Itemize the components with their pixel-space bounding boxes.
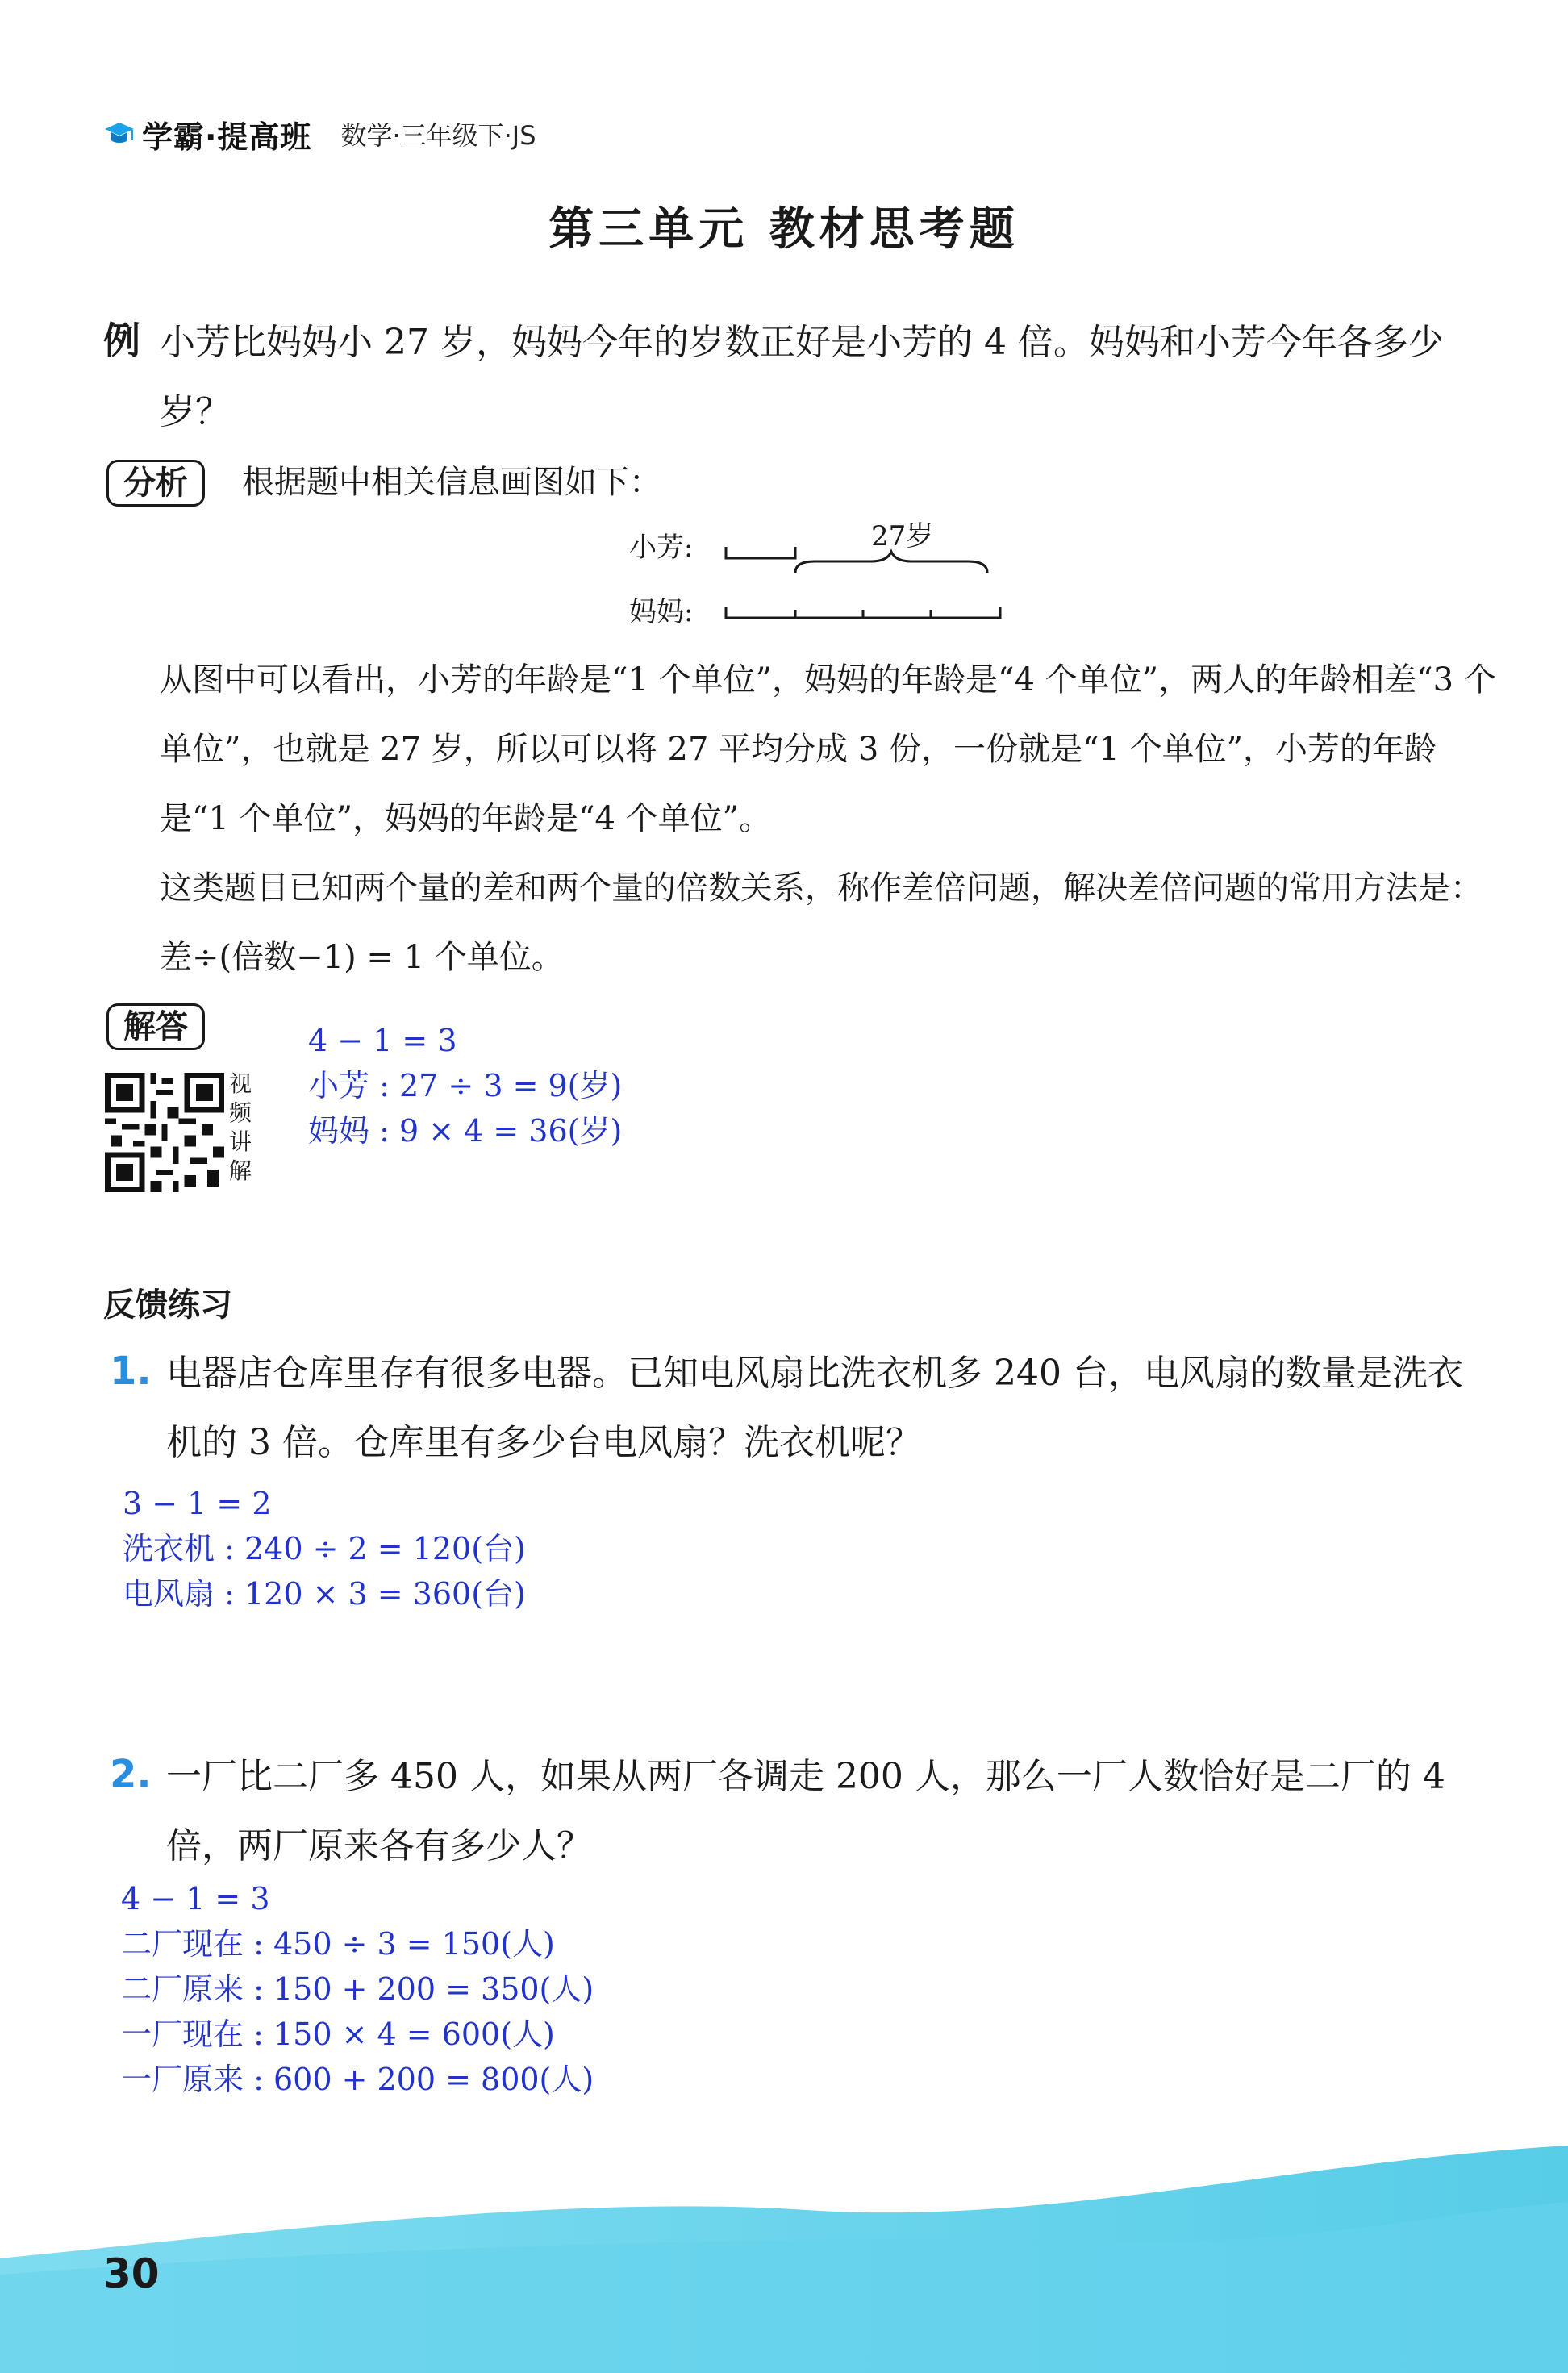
graduation-cap-icon <box>103 118 136 150</box>
answer-tag: 解答 <box>106 1003 205 1050</box>
qr-code-icon[interactable] <box>105 1073 224 1192</box>
diagram-label-xiaofang: 小芳: <box>629 532 694 564</box>
answer-line: 4 − 1 = 3 <box>121 1881 270 1916</box>
brand-name: 学霸·提高班 <box>142 119 312 155</box>
example-answers <box>308 1018 622 1153</box>
unit-title: 第三单元 教材思考题 <box>548 203 1020 256</box>
page-header <box>103 102 536 166</box>
answer-line: 电风扇 : 120 × 3 = 360(台) <box>123 1576 526 1612</box>
qr-caption: 视频讲解 <box>229 1070 252 1184</box>
question-answers <box>123 1481 526 1616</box>
analysis-body <box>160 645 1499 992</box>
diagram-label-mama: 妈妈: <box>629 596 694 628</box>
answer-line: 洗衣机 : 240 ÷ 2 = 120(台) <box>123 1531 526 1566</box>
answer-line: 小芳 : 27 ÷ 3 = 9(岁) <box>308 1068 623 1103</box>
feedback-title: 反馈练习 <box>103 1287 232 1324</box>
answer-line: 妈妈 : 9 × 4 = 36(岁) <box>308 1113 623 1149</box>
question-number: 2. <box>110 1752 152 1797</box>
question-answers <box>121 1876 594 2102</box>
analysis-paragraph: 从图中可以看出，小芳的年龄是“1 个单位”，妈妈的年龄是“4 个单位”，两人的年龄相差“3 个单位”，也就是 27 岁，所以可以将 27 平均分成 3 份，一份就是“1 个单位”，小芳的年龄是“1 个单位”，妈妈的年龄是“4 个单位”。 <box>160 661 1496 837</box>
line-segment-diagram <box>629 516 1049 640</box>
answer-line: 一厂原来 : 600 + 200 = 800(人) <box>121 2062 594 2097</box>
question-text: 电器店仓库里存有很多电器。已知电风扇比洗衣机多 240 台，电风扇的数量是洗衣机的 3 倍。仓库里有多少台电风扇？洗衣机呢？ <box>166 1353 1463 1463</box>
subject-label: 数学·三年级下·JS <box>340 120 536 151</box>
difference-label: 27岁 <box>871 520 934 553</box>
analysis-intro: 根据题中相关信息画图如下： <box>242 464 661 501</box>
answer-line: 二厂现在 : 450 ÷ 3 = 150(人) <box>121 1926 555 1962</box>
page-number: 30 <box>103 2250 160 2297</box>
question-number: 1. <box>110 1349 152 1394</box>
answer-line: 一厂现在 : 150 × 4 = 600(人) <box>121 2016 555 2052</box>
difference-brace <box>795 552 987 573</box>
footer-wave <box>0 2113 1568 2373</box>
example-question: 小芳比妈妈小 27 岁，妈妈今年的岁数正好是小芳的 4 倍。妈妈和小芳今年各多少岁？ <box>160 322 1444 432</box>
xiaofang-segment <box>726 547 795 558</box>
analysis-paragraph: 这类题目已知两个量的差和两个量的倍数关系，称作差倍问题，解决差倍问题的常用方法是：差÷(倍数−1) = 1 个单位。 <box>160 870 1483 976</box>
answer-line: 3 − 1 = 2 <box>123 1486 272 1521</box>
diagram-svg <box>629 516 1049 637</box>
example-label: 例 <box>103 319 140 362</box>
answer-line: 二厂原来 : 150 + 200 = 350(人) <box>121 1971 594 2007</box>
answer-line: 4 − 1 = 3 <box>308 1023 457 1058</box>
analysis-tag: 分析 <box>106 460 205 507</box>
question-text: 一厂比二厂多 450 人，如果从两厂各调走 200 人，那么一厂人数恰好是二厂的 4 倍，两厂原来各有多少人？ <box>166 1756 1445 1866</box>
